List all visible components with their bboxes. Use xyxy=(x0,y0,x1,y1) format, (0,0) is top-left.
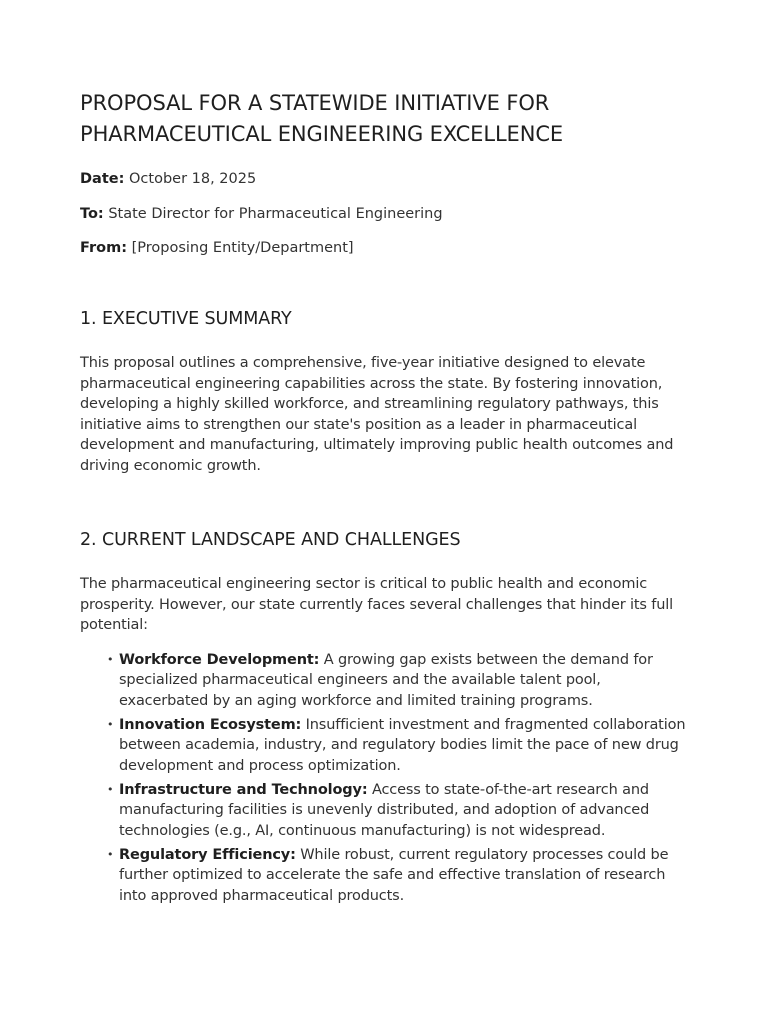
executive-summary-paragraph: This proposal outlines a comprehensive, five-year initiative designed to elevate pharmaceutical engineering capabilities across the state. By fostering innovation, developing a highly skilled workforce, and streamlining regulatory pathways, this initiative aims to strengthen our state's position as a leader in pharmaceutical development and manufacturing, ultimately improving public health outcomes and driving economic growth. xyxy=(80,355,674,474)
list-item-infrastructure-technology xyxy=(107,780,692,842)
challenge-text: Access to state-of-the-art research and manufacturing facilities is unevenly distributed, and adoption of advanced technologies (e.g., AI, continuous manufacturing) is not widespread. xyxy=(119,781,650,839)
date-label: Date: xyxy=(80,171,125,187)
to-line xyxy=(80,204,692,224)
challenge-text: A growing gap exists between the demand for specialized pharmaceutical engineers and the available talent pool, exacerbated by an aging workforce and limited training programs. xyxy=(119,651,653,709)
bullet-icon: • xyxy=(107,652,114,666)
current-landscape-paragraph: The pharmaceutical engineering sector is critical to public health and economic prosperity. However, our state currently faces several challenges that hinder its full potential: xyxy=(80,576,674,633)
document-page xyxy=(80,88,692,910)
section-heading-executive-summary: 1. EXECUTIVE SUMMARY xyxy=(80,309,292,329)
list-item-innovation-ecosystem xyxy=(107,715,692,777)
bullet-icon: • xyxy=(107,782,114,796)
from-label: From: xyxy=(80,240,127,256)
date-line xyxy=(80,169,692,189)
document-title: PROPOSAL FOR A STATEWIDE INITIATIVE FOR PHARMACEUTICAL ENGINEERING EXCELLENCE xyxy=(80,91,564,146)
challenge-term: Innovation Ecosystem: xyxy=(119,716,302,733)
bullet-icon: • xyxy=(107,847,114,861)
from-line xyxy=(80,238,692,258)
challenges-list xyxy=(80,650,692,907)
challenge-term: Infrastructure and Technology: xyxy=(119,781,368,798)
list-item-regulatory-efficiency xyxy=(107,845,692,907)
to-label: To: xyxy=(80,205,104,222)
to-value: State Director for Pharmaceutical Engineering xyxy=(108,205,443,222)
challenge-term: Regulatory Efficiency: xyxy=(119,846,296,863)
list-item-workforce-development xyxy=(107,650,692,712)
challenge-text: While robust, current regulatory processes could be further optimized to accelerate the safe and effective translation of research into approved pharmaceutical products. xyxy=(119,846,669,904)
challenge-term: Workforce Development: xyxy=(119,651,320,668)
from-value: [Proposing Entity/Department] xyxy=(131,240,354,256)
date-value: October 18, 2025 xyxy=(129,171,257,187)
challenge-text: Insufficient investment and fragmented collaboration between academia, industry, and regulatory bodies limit the pace of new drug development and process optimization. xyxy=(119,716,686,774)
section-heading-current-landscape: 2. CURRENT LANDSCAPE AND CHALLENGES xyxy=(80,530,461,550)
bullet-icon: • xyxy=(107,717,114,731)
